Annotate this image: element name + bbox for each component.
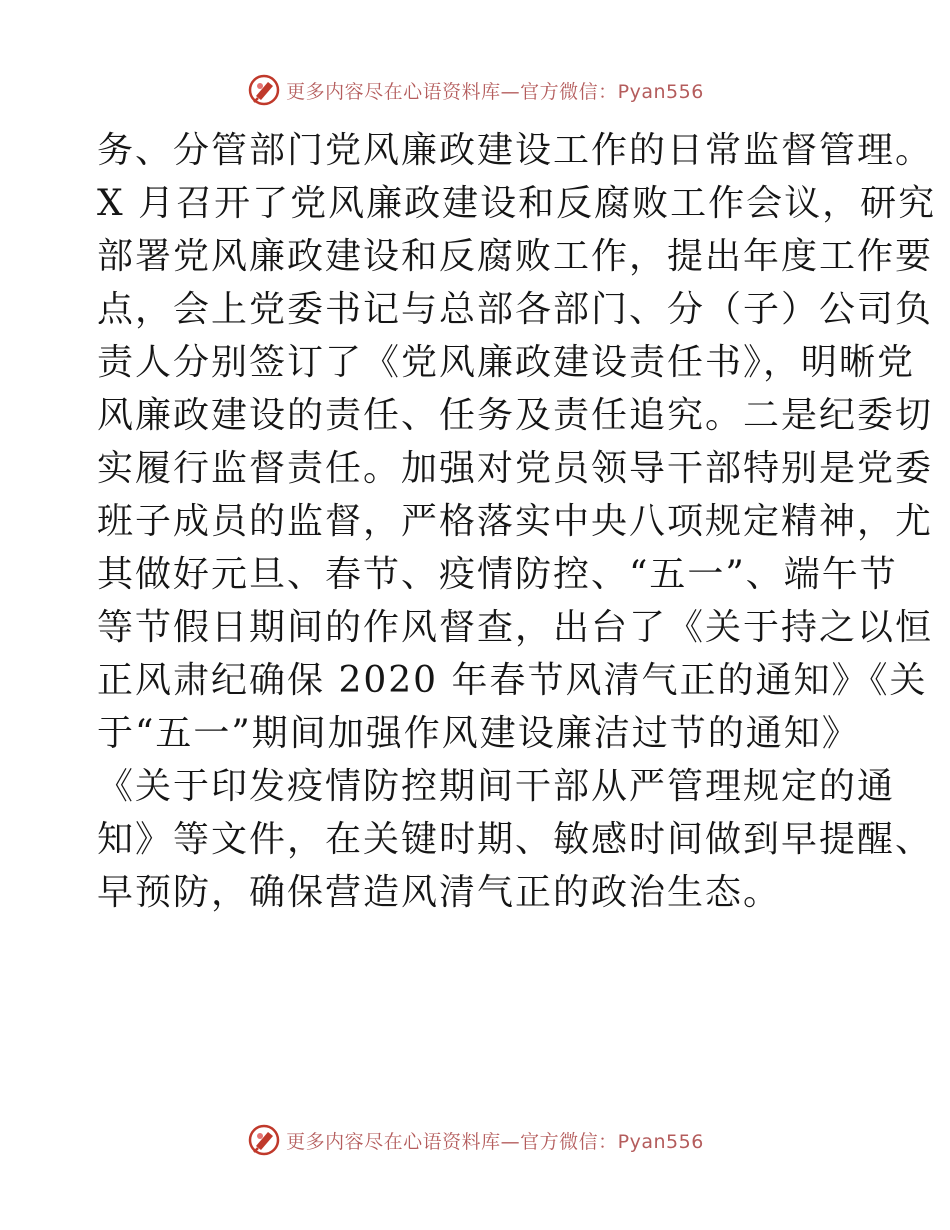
body-line: 知》等文件，在关键时期、敏感时间做到早提醒、 [97,819,934,860]
body-line: 班子成员的监督，严格落实中央八项规定精神，尤 [97,501,934,542]
body-line: X 月召开了党风廉政建设和反腐败工作会议，研究 [97,183,937,224]
body-line: 部署党风廉政建设和反腐败工作，提出年度工作要 [97,236,934,277]
document-body [97,124,937,919]
footer-watermark [0,1120,950,1160]
body-line: 实履行监督责任。加强对党员领导干部特别是党委 [97,448,934,489]
body-line: 《关于印发疫情防控期间干部从严管理规定的通 [97,766,896,807]
body-line: 责人分别签订了《党风廉政建设责任书》，明晰党 [97,342,916,383]
logo-icon [246,1122,282,1158]
body-line: 风廉政建设的责任、任务及责任追究。二是纪委切 [97,395,934,436]
body-line: 正风肃纪确保 2020 年春节风清气正的通知》《关 [97,660,928,701]
header-watermark-text: 更多内容尽在心语资料库—官方微信：Pyan556 [286,80,704,103]
body-line: 点，会上党委书记与总部各部门、分（子）公司负 [97,289,934,330]
body-line: 务、分管部门党风廉政建设工作的日常监督管理。 [97,130,934,171]
body-line: 于“五一”期间加强作风建设廉洁过节的通知》 [97,713,860,754]
header-watermark [0,70,950,110]
logo-icon [246,72,282,108]
body-line: 等节假日期间的作风督查，出台了《关于持之以恒 [97,607,934,648]
body-line: 早预防，确保营造风清气正的政治生态。 [97,872,782,913]
body-line: 其做好元旦、春节、疫情防控、“五一”、端午节 [97,554,898,595]
footer-watermark-text: 更多内容尽在心语资料库—官方微信：Pyan556 [286,1130,704,1153]
